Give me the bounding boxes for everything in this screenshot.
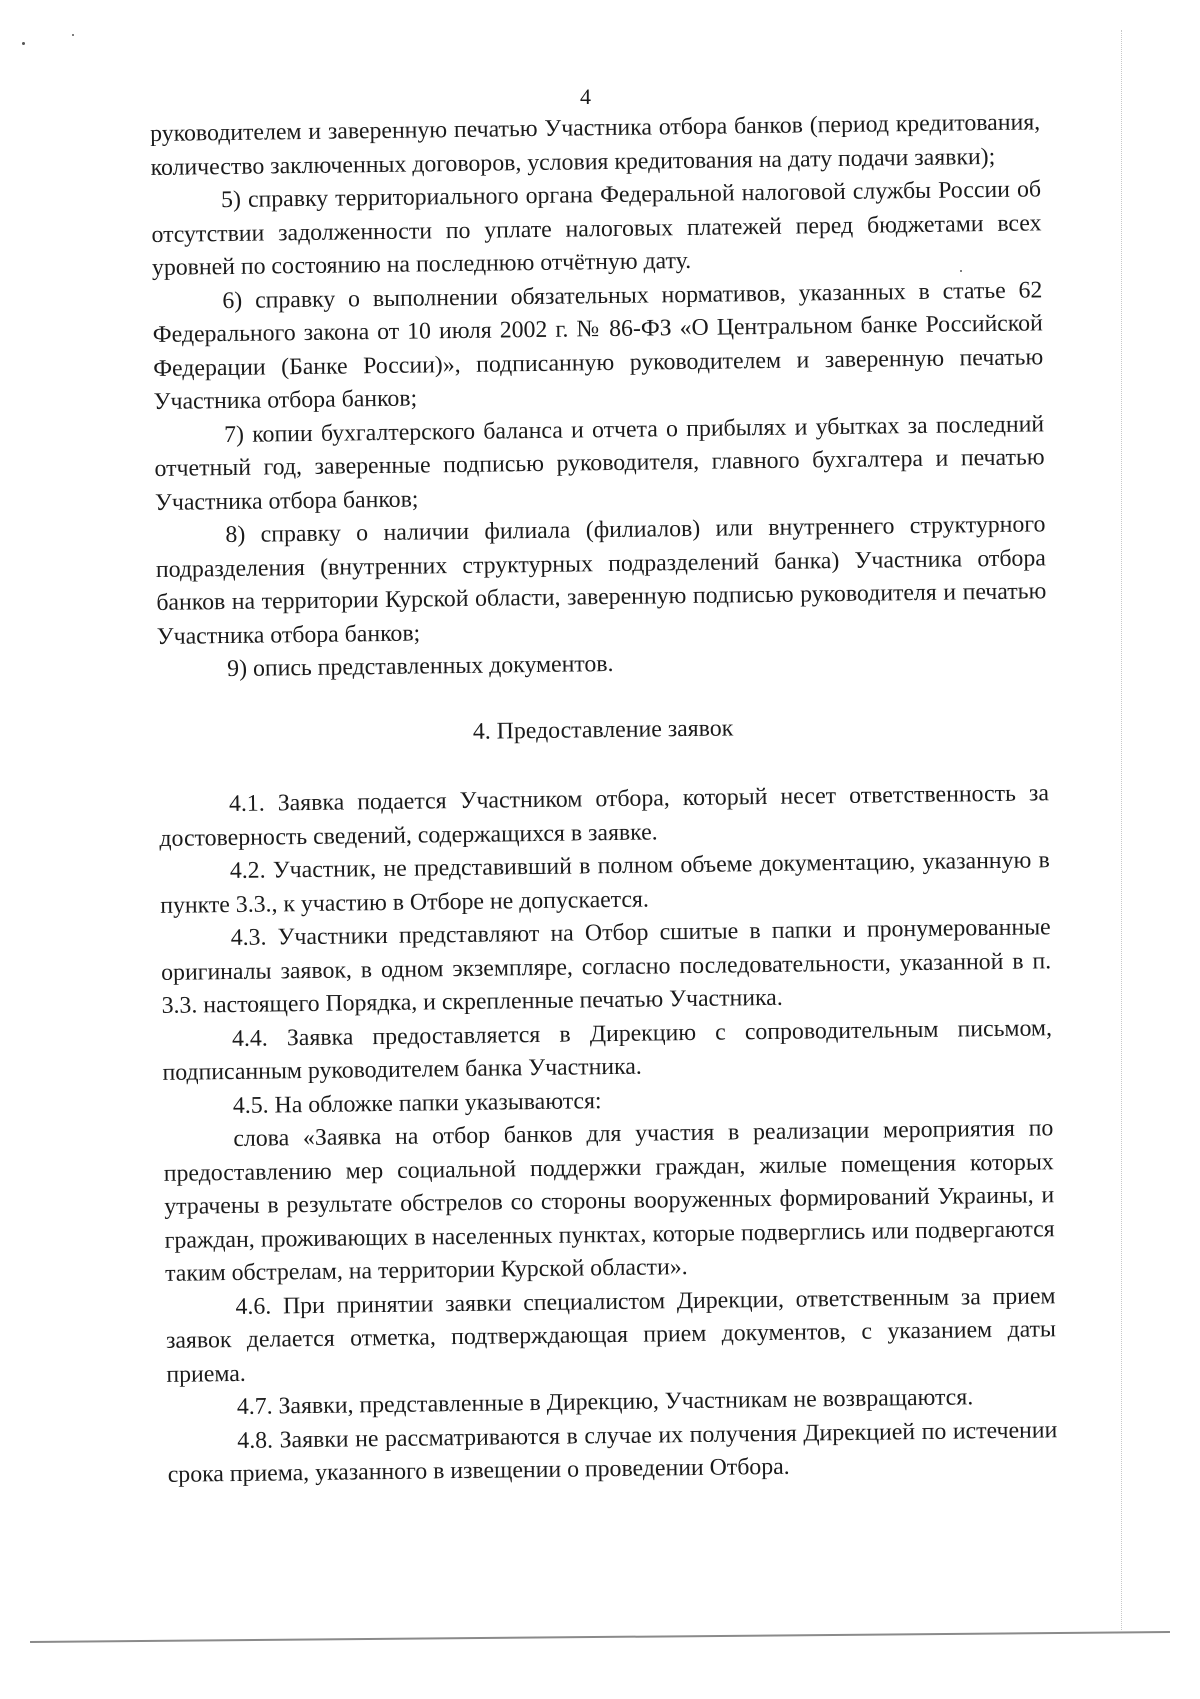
document-body — [150, 106, 1058, 1492]
paragraph: руководителем и заверенную печатью Участника отбора банков (период кредитования, количество заключенных договоров, условия кредитования на дату подачи заявки); — [150, 109, 1041, 181]
scan-speck — [72, 34, 74, 36]
paragraph: 9) опись представленных документов. — [227, 650, 614, 683]
paragraph: 4.6. При принятии заявки специалистом Дирекции, ответственным за прием заявок делается отметка, подтверждающая прием документов, с указанием даты приема. — [165, 1282, 1057, 1388]
paragraph: 5) справку территориального органа Федеральной налоговой службы России об отсутствии задолженности по уплате налоговых платежей перед бюджетами всех уровней по состоянию на последнюю отчётную дату. — [151, 176, 1042, 281]
paragraph: 4.8. Заявки не рассматриваются в случае их получения Дирекцией по истечении срока приема, указанного в извещении о проведении Отбора. — [167, 1416, 1058, 1488]
paragraph: 4.5. На обложке папки указываются: — [232, 1087, 602, 1119]
scan-speck — [22, 42, 25, 45]
paragraph: 4.4. Заявка предоставляется в Дирекцию с сопроводительным письмом, подписанным руководителем банка Участника. — [162, 1014, 1053, 1086]
paragraph: слова «Заявка на отбор банков для участия в реализации мероприятия по предоставлению мер социальной поддержки граждан, жилые помещения которых утрачены в результате обстрелов со стороны вооруженных формирований Украины, и граждан, проживающих в населенных пунктах, которые подверглись или подвергаются таким обстрелам, на территории Курской области». — [163, 1115, 1055, 1287]
scan-edge-bottom — [30, 1631, 1170, 1643]
paragraph: 4.1. Заявка подается Участником отбора, который несет ответственность за достоверность сведений, содержащихся в заявке. — [159, 780, 1050, 852]
paragraph-group-top — [150, 106, 1047, 687]
paragraph: 4.3. Участники представляют на Отбор сшитые в папки и пронумерованные оригиналы заявок, в одном экземпляре, согласно последовательности, указанной в п. 3.3. настоящего Порядка, и скрепленные печатью Участника. — [161, 914, 1052, 1019]
paragraph: 8) справку о наличии филиала (филиалов) или внутреннего структурного подразделения (внутренних структурных подразделений банка) Участника отбора банков на территории Курской области, заверенную подписью руководителя и печатью Участника отбора банков; — [155, 511, 1047, 650]
section-heading: 4. Предоставление заявок — [472, 714, 734, 745]
page-number: 4 — [580, 84, 591, 109]
paragraph: 7) копии бухгалтерского баланса и отчета о прибылях и убытках за последний отчетный год, заверенные подписью руководителя, главного бухгалтера и печатью Участника отбора банков; — [154, 410, 1045, 516]
paragraph-group-bottom — [159, 777, 1058, 1492]
scan-edge-right — [1121, 30, 1124, 1630]
paragraph: 4.2. Участник, не представивший в полном объеме документацию, указанную в пункте 3.3., к участию в Отборе не допускается. — [160, 847, 1050, 919]
paragraph: 4.7. Заявки, представленные в Дирекцию, Участникам не возвращаются. — [236, 1384, 974, 1420]
paragraph: 6) справку о выполнении обязательных нормативов, указанных в статье 62 Федерального закона от 10 июля 2002 г. № 86-ФЗ «О Центральном банке Российской Федерации (Банке России)», подписанную руководителем и заверенную печатью Участника отбора банков; — [152, 276, 1044, 415]
